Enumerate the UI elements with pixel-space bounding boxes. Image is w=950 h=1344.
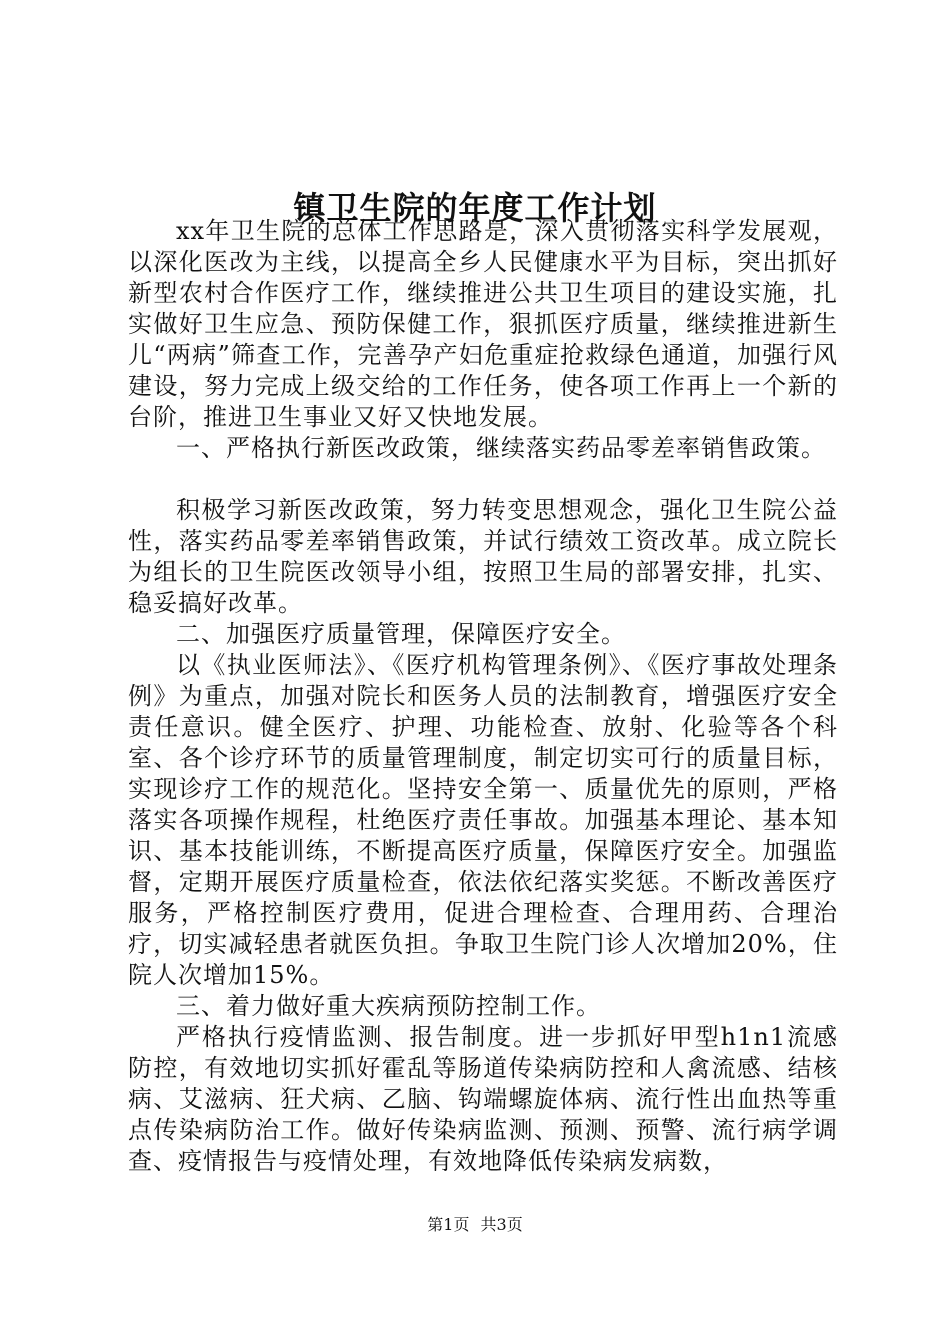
section-paragraph-3: 严格执行疫情监测、报告制度。进一步抓好甲型h1n1流感防控，有效地切实抓好霍乱等肠道传染病防控和人禽流感、结核病、艾滋病、狂犬病、乙脑、钩端螺旋体病、流行性出血热等重点传染病防治工作。做好传染病监测、预测、预警、流行病学调查、疫情报告与疫情处理，有效地降低传染病发病数， (128, 1023, 838, 1175)
section-paragraph-2: 以《执业医师法》、《医疗机构管理条例》、《医疗事故处理条例》为重点，加强对院长和医务人员的法制教育，增强医疗安全责任意识。健全医疗、护理、功能检查、放射、化验等各个科室、各个诊疗环节的质量管理制度，制定切实可行的质量目标，实现诊疗工作的规范化。坚持安全第一、质量优先的原则，严格落实各项操作规程，杜绝医疗责任事故。加强基本理论、基本知识、基本技能训练，不断提高医疗质量，保障医疗安全。加强监督，定期开展医疗质量检查，依法依纪落实奖惩。不断改善医疗服务，严格控制医疗费用，促进合理检查、合理用药、合理治疗，切实减轻患者就医负担。争取卫生院门诊人次增加20%，住院人次增加15%。 (128, 651, 838, 989)
page-footer (0, 1214, 950, 1236)
paragraph-gap (128, 464, 838, 495)
section-heading-2: 二、加强医疗质量管理，保障医疗安全。 (176, 620, 626, 648)
section-heading-1: 一、严格执行新医改政策，继续落实药品零差率销售政策。 (176, 434, 826, 462)
document-title: 镇卫生院的年度工作计划 (293, 189, 657, 227)
intro-paragraph: xx年卫生院的总体工作思路是，深入贯彻落实科学发展观，以深化医改为主线，以提高全乡人民健康水平为目标，突出抓好新型农村合作医疗工作，继续推进公共卫生项目的建设实施，扎实做好卫生应急、预防保健工作，狠抓医疗质量，继续推进新生儿“两病”筛查工作，完善孕产妇危重症抢救绿色通道，加强行风建设，努力完成上级交给的工作任务，使各项工作再上一个新的台阶，推进卫生事业又好又快地发展。 (128, 217, 838, 431)
section-paragraph-1: 积极学习新医改政策，努力转变思想观念，强化卫生院公益性，落实药品零差率销售政策，并试行绩效工资改革。成立院长为组长的卫生院医改领导小组，按照卫生局的部署安排，扎实、稳妥搞好改革。 (128, 496, 838, 617)
page-number: 第1页 (427, 1215, 470, 1234)
section-heading-3: 三、着力做好重大疾病预防控制工作。 (176, 992, 601, 1020)
page-total: 共3页 (480, 1215, 523, 1234)
document-body (128, 216, 838, 1177)
